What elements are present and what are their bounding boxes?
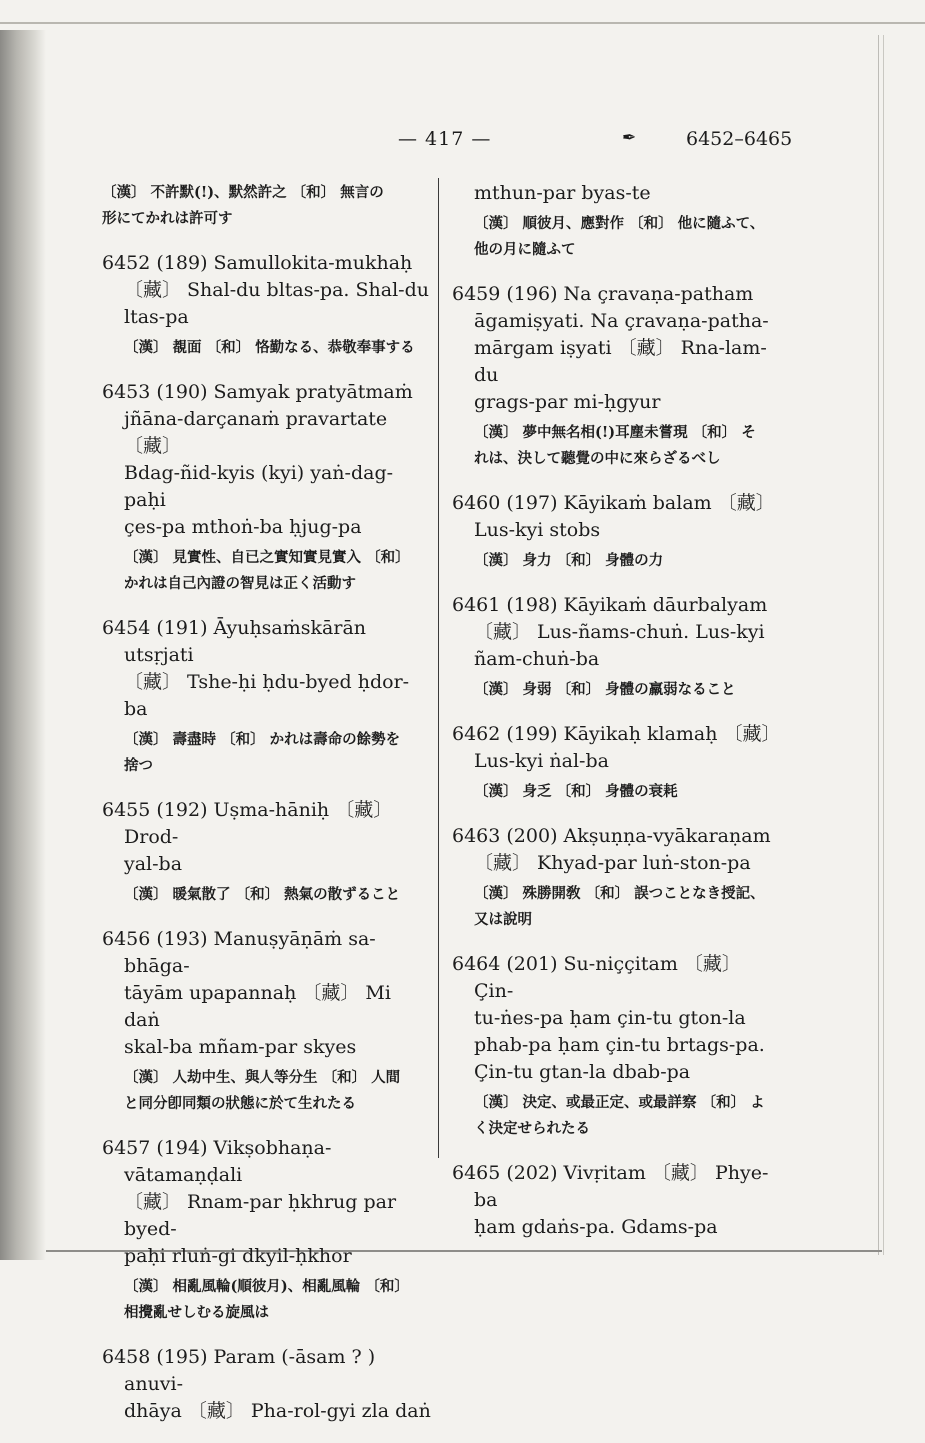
entry-headword: 6463 (200) Akṣuṇṇa-vyākaraṇam 〔藏〕 Khyad-par luṅ-ston-pa — [452, 825, 771, 874]
entry-6460 — [452, 490, 784, 574]
left-column — [102, 180, 432, 1443]
entry-headword: 6459 (196) Na çravaṇa-patham āgamiṣyati. Na çravaṇa-patha- mārgam iṣyati 〔藏〕 Rna-lam-du grags-par mi-ḥgyur — [452, 283, 769, 413]
entry-translation: 〔漢〕 夢中無名相(!)耳塵未嘗現 〔和〕 そ れは、決して聽覺の中に來らざるべし — [474, 424, 756, 467]
entry-translation: 〔漢〕 覩面 〔和〕 恪勤なる、恭敬奉事する — [124, 339, 415, 356]
entry-headword: 6460 (197) Kāyikaṁ balam 〔藏〕 Lus-kyi stobs — [452, 492, 775, 541]
column-divider — [438, 178, 439, 1158]
entry-headword: 6465 (202) Vivṛitam 〔藏〕 Phye-ba ḥam gdaṅs-pa. Gdams-pa — [452, 1162, 769, 1238]
page-edge-top — [0, 22, 925, 24]
entry-6453 — [102, 379, 432, 597]
right-column — [452, 180, 784, 1259]
entry-range: 6452–6465 — [686, 128, 793, 150]
entry-headword: 6462 (199) Kāyikaḥ klamaḥ 〔藏〕 Lus-kyi ṅal-ba — [452, 723, 781, 772]
entry-6463 — [452, 823, 784, 933]
entry-translation: 〔漢〕 身力 〔和〕 身體の力 — [474, 552, 664, 569]
continued-entry — [102, 180, 432, 232]
entry-headword: 6454 (191) Āyuḥsaṁskārān utsṛjati 〔藏〕 Tshe-ḥi ḥdu-byed ḥdor-ba — [102, 617, 410, 720]
entry-headword: 6452 (189) Samullokita-mukhaḥ 〔藏〕 Shal-du bltas-pa. Shal-du ltas-pa — [102, 252, 429, 328]
entry-translation: 〔漢〕 身弱 〔和〕 身體の羸弱なること — [474, 681, 736, 698]
entry-6459 — [452, 281, 784, 472]
pen-mark-icon: ✒ — [622, 128, 637, 148]
entry-6454 — [102, 615, 432, 779]
entry-translation: 〔漢〕 相亂風輪(順彼月)、相亂風輪 〔和〕 相攪亂せしむる旋風は — [124, 1278, 409, 1321]
entry-translation: 〔漢〕 順彼月、應對作 〔和〕 他に隨ふて、 他の月に隨ふて — [474, 215, 765, 258]
entry-6456 — [102, 926, 432, 1117]
entry-headword: 6456 (193) Manuṣyāṇāṁ sa-bhāga- tāyām upapannaḥ 〔藏〕 Mi daṅ skal-ba mñam-par skyes — [102, 928, 391, 1058]
entry-translation: 〔漢〕 人劫中生、與人等分生 〔和〕 人間 と同分卽同類の狀態に於て生れたる — [124, 1069, 401, 1112]
entry-translation: 〔漢〕 不許默(!)、默然許之 〔和〕 無言の 形にてかれは許可す — [102, 184, 384, 227]
entry-6462 — [452, 721, 784, 805]
entry-translation: 〔漢〕 見實性、自已之實知實見實入 〔和〕 かれは自己內證の智見は正く活動す — [124, 549, 410, 592]
entry-translation: 〔漢〕 決定、或最正定、或最詳察 〔和〕 よ く決定せられたる — [474, 1094, 765, 1137]
entry-translation: 〔漢〕 身乏 〔和〕 身體の衰耗 — [474, 783, 678, 800]
entry-headword: 6455 (192) Uṣma-hāniḥ 〔藏〕 Drod- yal-ba — [102, 799, 393, 875]
page-edge-right — [878, 35, 884, 1255]
entry-headword: 6461 (198) Kāyikaṁ dāurbalyam 〔藏〕 Lus-ñams-chuṅ. Lus-kyi ñam-chuṅ-ba — [452, 594, 768, 670]
entry-6461 — [452, 592, 784, 703]
entry-6458 — [102, 1344, 432, 1425]
entry-headword: 6458 (195) Param (-āsam ? ) anuvi- dhāya 〔藏〕 Pha-rol-gyi zla daṅ — [102, 1346, 431, 1422]
page-edge-left — [0, 30, 46, 1260]
entry-headword: 6457 (194) Vikṣobhaṇa-vātamaṇḍali 〔藏〕 Rnam-par ḥkhrug par byed- paḥi rluṅ-gi dkyil-ḥkhor — [102, 1137, 397, 1267]
entry-translation: 〔漢〕 暖氣散了 〔和〕 熱氣の散ずること — [124, 886, 401, 903]
entry-6465 — [452, 1160, 784, 1241]
page-number: — 417 — — [398, 128, 492, 150]
continued-entry — [452, 180, 784, 263]
entry-continuation: mthun-par byas-te — [474, 182, 651, 204]
entry-headword: 6464 (201) Su-niççitam 〔藏〕 Çin- tu-ṅes-pa ḥam çin-tu gton-la phab-pa ḥam çin-tu brtags-pa. Çin-tu gtan-la dbab-pa — [452, 953, 765, 1083]
entry-6455 — [102, 797, 432, 908]
entry-6464 — [452, 951, 784, 1142]
entry-6457 — [102, 1135, 432, 1326]
entry-translation: 〔漢〕 壽盡時 〔和〕 かれは壽命の餘勢を 捨つ — [124, 731, 401, 774]
entry-translation: 〔漢〕 殊勝開敎 〔和〕 誤つことなき授記、 又は說明 — [474, 885, 765, 928]
entry-headword: 6453 (190) Samyak pratyātmaṁ jñāna-darçanaṁ pravartate 〔藏〕 Bdag-ñid-kyis (kyi) yaṅ-dag-paḥi çes-pa mthoṅ-ba ḥjug-pa — [102, 381, 413, 538]
entry-6452 — [102, 250, 432, 361]
